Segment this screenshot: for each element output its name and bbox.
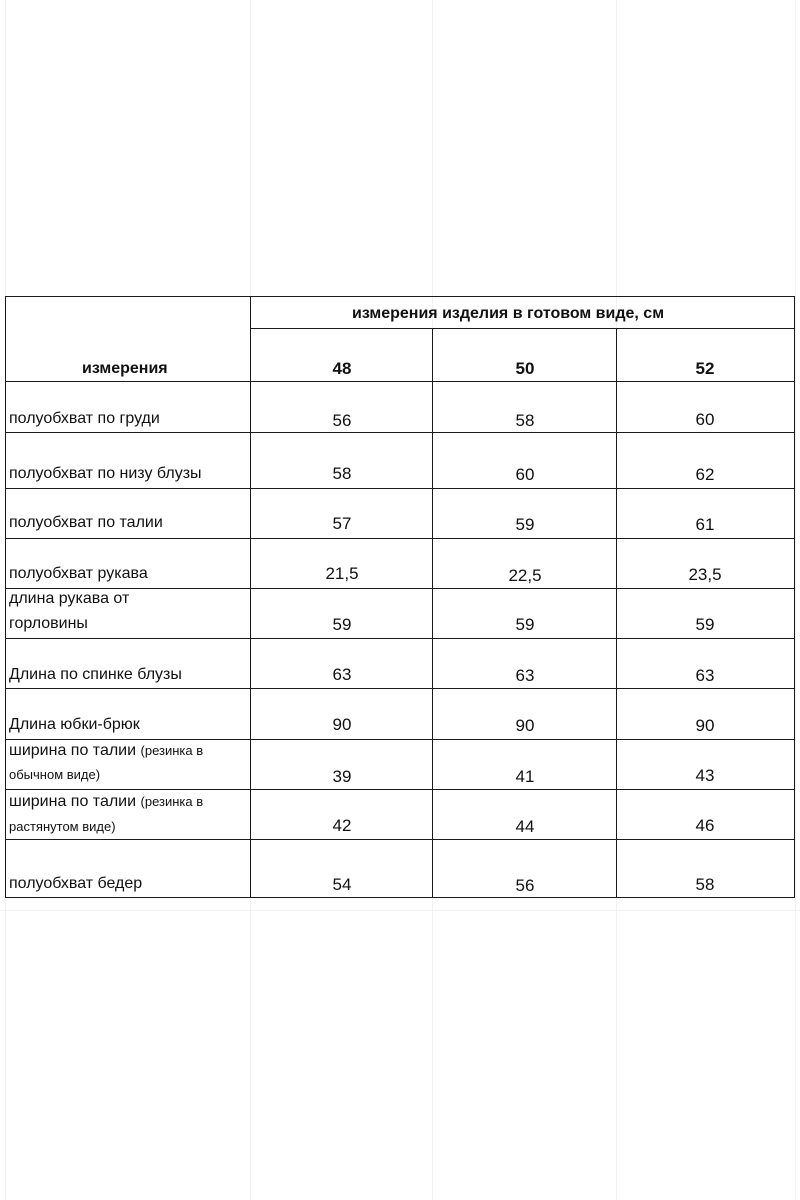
gridline	[795, 0, 796, 1200]
header-border	[250, 328, 795, 329]
value-cell: 44	[515, 817, 535, 836]
row-border	[5, 381, 795, 382]
row-label-line2: растянутом виде)	[9, 819, 116, 834]
row-label-line1	[9, 743, 203, 759]
column-border	[616, 328, 617, 898]
row-border	[5, 739, 795, 740]
row-border	[5, 839, 795, 840]
row-label-line2: обычном виде)	[9, 767, 101, 782]
table-border-bottom	[5, 897, 795, 898]
row-label-main: ширина по талии	[9, 742, 137, 759]
row-border	[5, 488, 795, 489]
value-cell: 39	[332, 767, 352, 786]
value-cell: 59	[515, 515, 535, 534]
value-cell: 58	[695, 875, 715, 894]
value-cell: 23,5	[688, 565, 722, 584]
row-label-line1: длина рукава от	[9, 590, 130, 607]
table-border-top	[5, 296, 795, 297]
value-cell: 46	[695, 816, 715, 835]
value-cell: 63	[695, 666, 715, 685]
value-cell: 59	[515, 615, 535, 634]
value-cell: 58	[515, 411, 535, 430]
row-border	[5, 538, 795, 539]
value-cell: 60	[695, 410, 715, 429]
value-cell: 56	[515, 876, 535, 895]
value-cell: 90	[515, 716, 535, 735]
table-border-left	[5, 296, 6, 898]
row-label-line1	[9, 794, 203, 810]
value-cell: 90	[332, 715, 352, 734]
value-cell: 54	[332, 875, 352, 894]
row-border	[5, 688, 795, 689]
row-label-note: (резинка в	[140, 743, 204, 758]
row-border	[5, 789, 795, 790]
value-cell: 58	[332, 464, 352, 483]
value-cell: 43	[695, 766, 715, 785]
value-cell: 22,5	[508, 566, 542, 585]
size-header: 48	[332, 359, 352, 378]
row-label: полуобхват по талии	[9, 514, 163, 531]
group-header: измерения изделия в готовом виде, см	[352, 305, 665, 322]
column-border	[432, 328, 433, 898]
value-cell: 60	[515, 465, 535, 484]
value-cell: 90	[695, 716, 715, 735]
row-label: Длина юбки-брюк	[9, 716, 140, 733]
value-cell: 61	[695, 515, 715, 534]
row-label-note: (резинка в	[140, 794, 204, 809]
row-border	[5, 588, 795, 589]
row-border	[5, 638, 795, 639]
row-header: измерения	[82, 360, 168, 377]
row-label: полуобхват по груди	[9, 410, 160, 427]
value-cell: 59	[695, 615, 715, 634]
row-label: полуобхват рукава	[9, 565, 148, 582]
value-cell: 57	[332, 514, 352, 533]
value-cell: 41	[515, 767, 535, 786]
row-border	[5, 432, 795, 433]
value-cell: 21,5	[325, 564, 359, 583]
value-cell: 42	[332, 816, 352, 835]
row-label: полуобхват по низу блузы	[9, 465, 202, 482]
value-cell: 56	[332, 411, 352, 430]
gridline	[0, 910, 800, 911]
table-border-right	[794, 296, 795, 898]
value-cell: 62	[695, 465, 715, 484]
size-header: 52	[695, 359, 715, 378]
size-header: 50	[515, 359, 535, 378]
row-label: полуобхват бедер	[9, 875, 143, 892]
value-cell: 59	[332, 615, 352, 634]
column-border	[250, 296, 251, 898]
row-label: Длина по спинке блузы	[9, 666, 182, 683]
row-label-main: ширина по талии	[9, 793, 137, 810]
row-label-line2: горловины	[9, 615, 88, 632]
value-cell: 63	[332, 665, 352, 684]
value-cell: 63	[515, 666, 535, 685]
